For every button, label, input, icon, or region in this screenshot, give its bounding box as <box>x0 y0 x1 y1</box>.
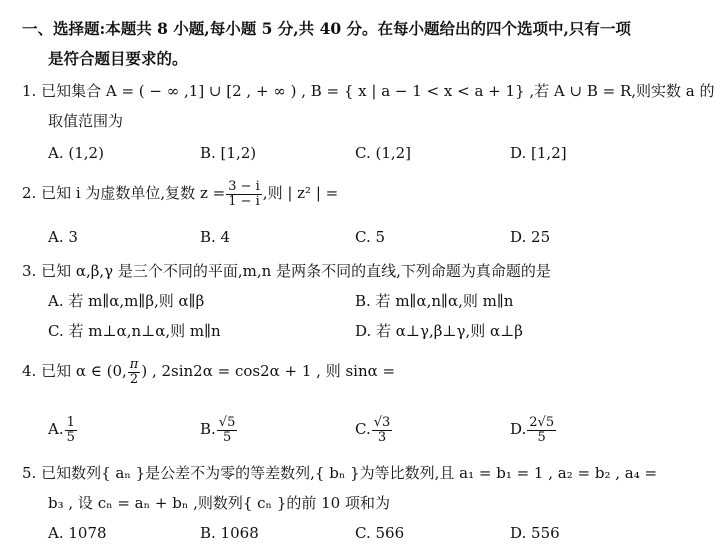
q5-stem-line2: b₃ , 设 cₙ = aₙ + bₙ ,则数列{ cₙ }的前 10 项和为 <box>48 494 390 512</box>
section-header-line2: 是符合题目要求的。 <box>48 49 188 68</box>
q4-option-b-label: B. <box>200 420 216 438</box>
q4-option-a-num: 1 <box>66 414 75 430</box>
q4-option-d-den: 5 <box>537 429 546 445</box>
q4-option-d-frac <box>527 416 556 445</box>
q4-option-c-label: C. <box>355 420 371 438</box>
q4-option-c-frac <box>372 416 393 445</box>
q1-option-c: C. (1,2] <box>355 144 412 162</box>
q4-option-b-frac <box>217 416 238 445</box>
q1-option-a: A. (1,2) <box>48 144 104 162</box>
q2-option-a: A. 3 <box>48 228 78 246</box>
q3-stem: 3. 已知 α,β,γ 是三个不同的平面,m,n 是两条不同的直线,下列命题为真命题的是 <box>22 262 551 280</box>
q4-option-c-den: 3 <box>377 429 387 445</box>
q5-option-d: D. 556 <box>510 524 560 542</box>
q4-option-a-den: 5 <box>66 429 75 445</box>
q1-stem-line2: 取值范围为 <box>48 112 124 130</box>
q4-stem-post: ) , 2sin2α = cos2α + 1 , 则 sinα = <box>141 362 396 380</box>
q4-frac-den: 2 <box>129 371 139 387</box>
q4-option-d-label: D. <box>510 420 527 438</box>
q4-option-a <box>48 412 78 446</box>
q2-option-d: D. 25 <box>510 228 551 246</box>
q2-stem-post: ,则 | z² | = <box>262 184 339 202</box>
q1-option-b: B. [1,2) <box>200 144 257 162</box>
section-header-line1: 一、选择题:本题共 8 小题,每小题 5 分,共 40 分。在每小题给出的四个选项中,只有一项 <box>22 19 631 38</box>
q4-option-c <box>355 412 393 446</box>
q2-fraction <box>226 180 262 209</box>
q2-stem <box>22 176 338 210</box>
q2-stem-pre: 2. 已知 i 为虚数单位,复数 z = <box>22 184 226 202</box>
q5-option-b: B. 1068 <box>200 524 259 542</box>
q2-frac-den: 1 − i <box>228 193 260 209</box>
q4-option-b-den: 5 <box>222 429 232 445</box>
q4-option-b <box>200 412 238 446</box>
q4-option-d-num: 2√5 <box>529 414 555 430</box>
q4-option-a-label: A. <box>48 420 64 438</box>
q4-frac-num: π <box>129 356 139 372</box>
q1-option-d: D. [1,2] <box>510 144 567 162</box>
q4-option-c-num: √3 <box>373 414 391 430</box>
q5-option-c: C. 566 <box>355 524 405 542</box>
q5-option-a: A. 1078 <box>48 524 107 542</box>
q4-stem <box>22 354 395 388</box>
q2-option-c: C. 5 <box>355 228 386 246</box>
q3-option-c: C. 若 m⊥α,n⊥α,则 m∥n <box>48 322 221 340</box>
q2-frac-num: 3 − i <box>228 178 260 194</box>
q2-option-b: B. 4 <box>200 228 231 246</box>
q4-fraction <box>128 358 141 387</box>
q5-stem-line1: 5. 已知数列{ aₙ }是公差不为零的等差数列,{ bₙ }为等比数列,且 a₁ = b₁ = 1 , a₂ = b₂ , a₄ = <box>22 464 658 482</box>
q4-option-a-frac <box>65 416 77 445</box>
q4-option-b-num: √5 <box>218 414 236 430</box>
q3-option-d: D. 若 α⊥γ,β⊥γ,则 α⊥β <box>355 322 523 340</box>
q3-option-b: B. 若 m∥α,n∥α,则 m∥n <box>355 292 514 310</box>
q3-option-a: A. 若 m∥α,m∥β,则 α∥β <box>48 292 205 310</box>
q4-option-d <box>510 412 557 446</box>
q4-stem-pre: 4. 已知 α ∈ (0, <box>22 362 127 380</box>
q1-stem-line1: 1. 已知集合 A = ( − ∞ ,1] ∪ [2 , + ∞ ) , B = { x | a − 1 < x < a + 1} ,若 A ∪ B = R,则实数 a 的 <box>22 82 715 100</box>
